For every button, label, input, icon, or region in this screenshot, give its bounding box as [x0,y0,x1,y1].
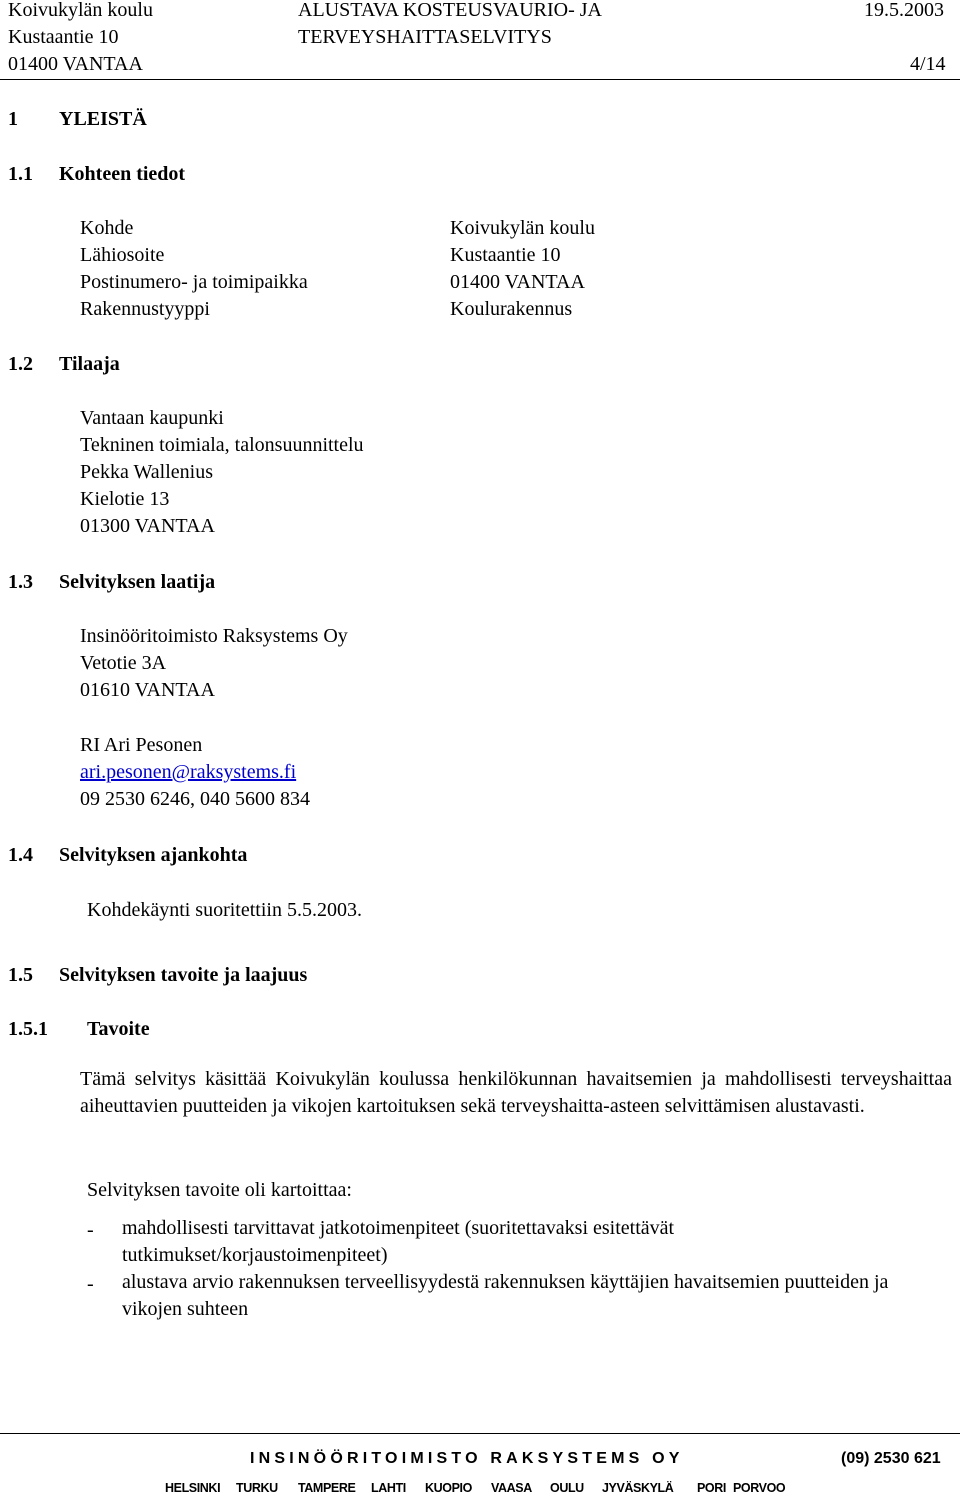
author-line: 01610 VANTAA [80,679,215,701]
row-value: Koivukylän koulu [450,217,595,239]
section-1-2-title: Tilaaja [59,353,120,375]
footer-company: INSINÖÖRITOIMISTO RAKSYSTEMS OY [250,1450,684,1467]
footer-city: HELSINKI [165,1481,221,1495]
header-title-line1: ALUSTAVA KOSTEUSVAURIO- JA [298,0,603,21]
row-value: Kustaantie 10 [450,244,561,266]
objective-intro: Selvityksen tavoite oli kartoittaa: [87,1179,352,1201]
footer-city: KUOPIO [425,1481,472,1495]
section-1-5-title: Selvityksen tavoite ja laajuus [59,964,308,986]
footer-phone: (09) 2530 621 [841,1450,941,1467]
contact-name: RI Ari Pesonen [80,734,203,756]
client-line: 01300 VANTAA [80,515,215,537]
client-line: Pekka Wallenius [80,461,213,483]
footer-city: VAASA [491,1481,532,1495]
row-value: Koulurakennus [450,298,573,320]
visit-date-text: Kohdekäynti suoritettiin 5.5.2003. [87,899,362,921]
section-1-4-title: Selvityksen ajankohta [59,844,248,866]
section-1-3-number: 1.3 [8,571,33,593]
footer-city: LAHTI [371,1481,406,1495]
footer-city: PORI [697,1481,726,1495]
footer-city: TAMPERE [298,1481,356,1495]
header-page-number: 4/14 [910,53,946,75]
section-1-4-number: 1.4 [8,844,33,866]
contact-phone: 09 2530 6246, 040 5600 834 [80,788,310,810]
section-1-2-number: 1.2 [8,353,33,375]
header-org-city: 01400 VANTAA [8,53,143,75]
section-1-number: 1 [8,108,18,130]
row-label: Lähiosoite [80,244,165,266]
bullet-dash: - [87,1273,94,1295]
footer-city: PORVOO [733,1481,786,1495]
bullet-dash: - [87,1219,94,1241]
section-1-3-title: Selvityksen laatija [59,571,216,593]
contact-email-link[interactable]: ari.pesonen@raksystems.fi [80,761,297,783]
footer-city: JYVÄSKYLÄ [602,1481,674,1495]
header-rule [0,79,960,80]
header-org-name: Koivukylän koulu [8,0,153,21]
client-line: Tekninen toimiala, talonsuunnittelu [80,434,364,456]
section-1-5-number: 1.5 [8,964,33,986]
row-label: Postinumero- ja toimipaikka [80,271,308,293]
section-1-5-1-number: 1.5.1 [8,1018,48,1040]
author-line: Insinööritoimisto Raksystems Oy [80,625,348,647]
footer-city: TURKU [236,1481,278,1495]
section-1-5-1-title: Tavoite [87,1018,150,1040]
row-label: Rakennustyyppi [80,298,210,320]
header-title-line2: TERVEYSHAITTASELVITYS [298,26,552,48]
footer-rule [0,1433,960,1434]
author-line: Vetotie 3A [80,652,167,674]
bullet-item: mahdollisesti tarvittavat jatkotoimenpiteet (suoritettavaksi esitettävät tutkimukset/korjaustoimenpiteet) [122,1217,675,1266]
header-date: 19.5.2003 [864,0,944,21]
footer-city: OULU [550,1481,584,1495]
client-line: Kielotie 13 [80,488,170,510]
bullet-item: alustava arvio rakennuksen terveellisyydestä rakennuksen käyttäjien havaitsemien puutteiden ja vikojen suhteen [122,1271,889,1320]
objective-paragraph: Tämä selvitys käsittää Koivukylän koulussa henkilökunnan havaitsemien ja mahdollisesti terveyshaittaa aiheuttavien puutteiden ja vikojen kartoituksen sekä terveyshaitta-asteen selvittämisen alustavasti. [80,1068,952,1117]
row-value: 01400 VANTAA [450,271,585,293]
client-line: Vantaan kaupunki [80,407,224,429]
section-1-1-title: Kohteen tiedot [59,163,186,185]
section-1-title: YLEISTÄ [59,108,147,130]
header-org-street: Kustaantie 10 [8,26,119,48]
section-1-1-number: 1.1 [8,163,33,185]
row-label: Kohde [80,217,134,239]
